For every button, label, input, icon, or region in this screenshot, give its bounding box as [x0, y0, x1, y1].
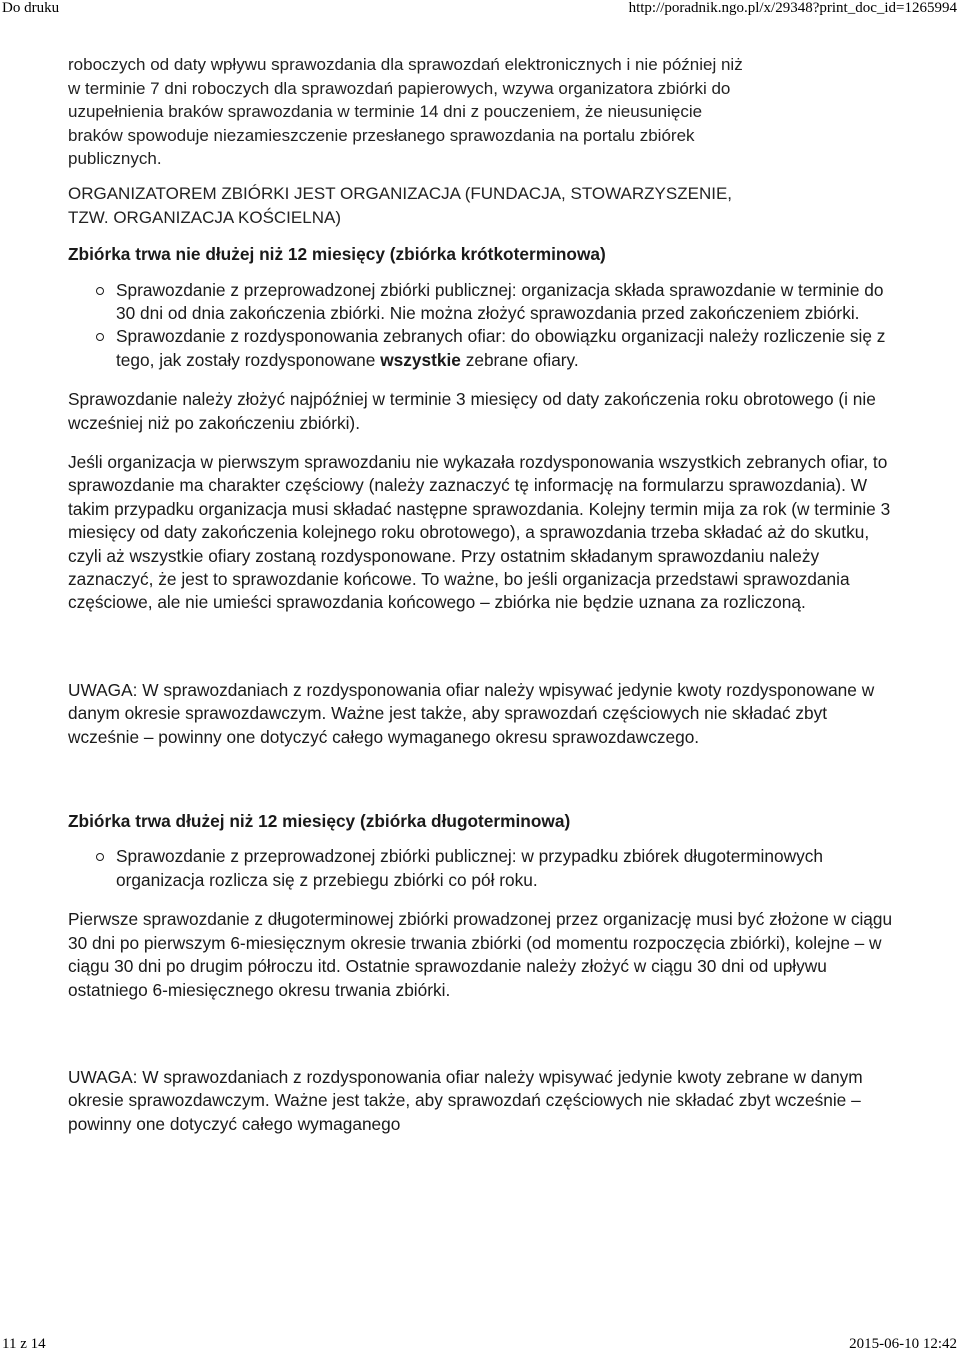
- deadline-paragraph: Sprawozdanie należy złożyć najpóźniej w terminie 3 miesięcy od daty zakończenia roku obrotowego (i nie wcześniej niż po zakończeniu zbiórki).: [68, 389, 876, 433]
- organizer-heading-line: ORGANIZATOREM ZBIÓRKI JEST ORGANIZACJA (FUNDACJA, STOWARZYSZENIE,: [68, 183, 733, 203]
- long-term-list: [68, 845, 898, 892]
- organizer-heading: [68, 182, 898, 229]
- short-term-heading: Zbiórka trwa nie dłużej niż 12 miesięcy (zbiórka krótkoterminowa): [68, 244, 606, 265]
- print-footer: [0, 1336, 960, 1354]
- short-term-list: [68, 279, 898, 373]
- list-item: Sprawozdanie z rozdysponowania zebranych ofiar: do obowiązku organizacji należy rozliczenie się z tego, jak zostały rozdysponowane wszystkie zebrane ofiary.: [116, 325, 898, 372]
- print-header-url[interactable]: http://poradnik.ngo.pl/x/29348?print_doc_id=1265994: [628, 0, 957, 16]
- partial-report-paragraph: Jeśli organizacja w pierwszym sprawozdaniu nie wykazała rozdysponowania wszystkich zebranych ofiar, to sprawozdanie ma charakter częściowy (należy zaznaczyć tę informację na formularzu sprawozdania). W takim przypadku organizacja musi składać następne sprawozdania. Kolejny termin mija za rok (w terminie 3 miesięcy od daty zakończenia kolejnego roku obrotowego), a sprawozdania trzeba składać aż do skutku, czyli aż wszystkie ofiary zostaną rozdysponowane. Przy ostatnim składanym sprawozdaniu należy zaznaczyć, że jest to sprawozdanie końcowe. To ważne, bo jeśli organizacja przedstawi sprawozdania częściowe, ale nie umieści sprawozdania końcowego – zbiórka nie będzie uznana za rozliczoną.: [68, 452, 891, 613]
- long-term-note: UWAGA: W sprawozdaniach z rozdysponowania ofiar należy wpisywać jedynie kwoty zebrane w danym okresie sprawozdawczym. Ważne jest także, aby sprawozdań częściowych nie składać zbyt wcześnie – powinny one dotyczyć całego wymaganego: [68, 1066, 863, 1134]
- list-item: Sprawozdanie z przeprowadzonej zbiórki publicznej: organizacja składa sprawozdanie w terminie do 30 dni od dnia zakończenia zbiórki. Nie można złożyć sprawozdania przed zakończeniem zbiórki.: [116, 279, 898, 326]
- article-content: [68, 53, 898, 1136]
- print-header: [0, 0, 960, 16]
- intro-line: publicznych.: [68, 149, 162, 169]
- list-item: Sprawozdanie z przeprowadzonej zbiórki publicznej: w przypadku zbiórek długoterminowych organizacja rozlicza się z przebiegu zbiórki co pół roku.: [116, 845, 898, 892]
- print-header-title: Do druku: [2, 0, 60, 16]
- emphasis: wszystkie: [380, 349, 461, 370]
- intro-line: braków spowoduje niezamieszczenie przesłanego sprawozdania na portalu zbiórek: [68, 125, 695, 145]
- first-report-paragraph: Pierwsze sprawozdanie z długoterminowej zbiórki prowadzonej przez organizację musi być złożone w ciągu 30 dni po pierwszym 6-miesięcznym okresie trwania zbiórki (od momentu rozpoczęcia zbiórki), kolejne – w ciągu 30 dni po drugim półroczu itd. Ostatnie sprawozdanie należy złożyć w ciągu 30 dni od upływu ostatniego 6-miesięcznego okresu trwania zbiórki.: [68, 909, 893, 1000]
- intro-line: roboczych od daty wpływu sprawozdania dla sprawozdań elektronicznych i nie później niż: [68, 55, 743, 74]
- intro-line: w terminie 7 dni roboczych dla sprawozdań papierowych, wzywa organizatora zbiórki do: [68, 78, 731, 98]
- intro-paragraph: [68, 53, 898, 171]
- page-number: 11 z 14: [2, 1336, 46, 1352]
- intro-line: uzupełnienia braków sprawozdania w terminie 14 dni z pouczeniem, że nieusunięcie: [68, 102, 703, 122]
- print-timestamp: 2015-06-10 12:42: [849, 1336, 957, 1352]
- long-term-heading: Zbiórka trwa dłużej niż 12 miesięcy (zbiórka długoterminowa): [68, 811, 571, 832]
- organizer-heading-line: TZW. ORGANIZACJA KOŚCIELNA): [68, 207, 341, 227]
- short-term-note: UWAGA: W sprawozdaniach z rozdysponowania ofiar należy wpisywać jedynie kwoty rozdysponowane w danym okresie sprawozdawczym. Ważne jest także, aby sprawozdań częściowych nie składać zbyt wcześnie – powinny one dotyczyć całego wymaganego okresu sprawozdawczego.: [68, 679, 875, 747]
